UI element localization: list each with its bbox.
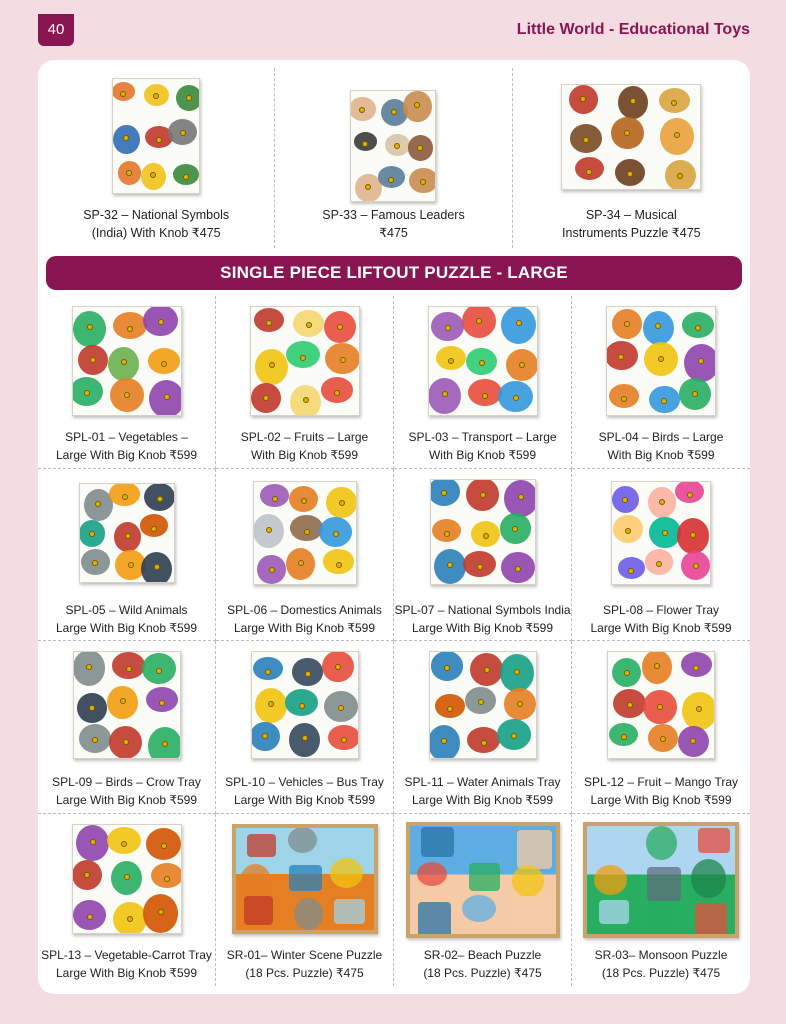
product-caption — [216, 428, 393, 464]
puzzle-piece-shape — [514, 896, 549, 928]
product-card[interactable] — [216, 296, 394, 469]
knob-icon — [335, 664, 341, 670]
knob-icon — [339, 500, 345, 506]
knob-icon — [121, 841, 127, 847]
knob-icon — [417, 145, 423, 151]
product-image — [250, 306, 360, 416]
knob-icon — [92, 560, 98, 566]
knob-icon — [156, 137, 162, 143]
knob-icon — [445, 325, 451, 331]
product-card[interactable] — [572, 296, 750, 469]
knob-icon — [441, 738, 447, 744]
knob-icon — [156, 668, 162, 674]
knob-icon — [180, 130, 186, 136]
knob-icon — [657, 704, 663, 710]
knob-icon — [266, 320, 272, 326]
puzzle-piece-shape — [240, 864, 271, 898]
knob-icon — [304, 529, 310, 535]
product-image — [611, 481, 711, 585]
product-name: SPL-02 – Fruits – Large — [240, 430, 369, 444]
puzzle-piece-shape — [647, 867, 681, 901]
knob-icon — [121, 359, 127, 365]
product-card[interactable] — [216, 469, 394, 642]
product-card[interactable] — [394, 296, 572, 469]
knob-icon — [519, 362, 525, 368]
knob-icon — [334, 390, 340, 396]
knob-icon — [624, 321, 630, 327]
knob-icon — [677, 173, 683, 179]
product-image — [406, 822, 560, 938]
knob-icon — [621, 396, 627, 402]
product-card[interactable] — [275, 68, 512, 248]
knob-icon — [687, 492, 693, 498]
knob-icon — [265, 669, 271, 675]
knob-icon — [300, 355, 306, 361]
knob-icon — [420, 179, 426, 185]
knob-icon — [482, 393, 488, 399]
product-caption — [216, 946, 393, 982]
product-caption — [394, 601, 571, 637]
product-name: SPL-07 – National Symbols India — [394, 602, 571, 617]
product-card[interactable] — [394, 814, 572, 987]
knob-icon — [661, 398, 667, 404]
product-caption — [38, 206, 274, 242]
product-caption — [394, 773, 571, 809]
knob-icon — [659, 499, 665, 505]
puzzle-piece-shape — [599, 900, 629, 924]
knob-icon — [298, 560, 304, 566]
knob-icon — [262, 733, 268, 739]
product-price: Large With Big Knob ₹599 — [411, 793, 554, 807]
knob-icon — [161, 843, 167, 849]
product-image — [430, 479, 536, 585]
puzzle-piece-shape — [593, 825, 623, 855]
product-price: With Big Knob ₹599 — [607, 448, 715, 462]
top-products-row — [38, 68, 750, 248]
knob-icon — [484, 667, 490, 673]
product-image — [251, 651, 359, 759]
product-name: SPL-05 – Wild Animals — [65, 602, 188, 617]
product-card[interactable] — [38, 641, 216, 814]
product-price: Large With Big Knob ₹599 — [411, 620, 554, 635]
knob-icon — [514, 669, 520, 675]
knob-icon — [299, 703, 305, 709]
knob-icon — [447, 562, 453, 568]
knob-icon — [305, 671, 311, 677]
product-caption — [394, 428, 571, 464]
product-caption — [216, 601, 393, 637]
knob-icon — [340, 357, 346, 363]
puzzle-piece-shape — [695, 903, 727, 935]
product-price: (India) With Knob ₹475 — [91, 226, 221, 240]
knob-icon — [656, 561, 662, 567]
puzzle-piece-shape — [289, 865, 321, 891]
knob-icon — [448, 358, 454, 364]
product-price: Instruments Puzzle ₹475 — [562, 226, 701, 240]
knob-icon — [658, 356, 664, 362]
knob-icon — [479, 360, 485, 366]
product-name: SPL-10 – Vehicles – Bus Tray — [225, 775, 384, 789]
product-name: SPL-11 – Water Animals Tray — [404, 775, 561, 789]
knob-icon — [303, 397, 309, 403]
product-price: (18 Pcs. Puzzle) ₹475 — [601, 965, 721, 980]
puzzle-piece-shape — [244, 896, 272, 924]
puzzle-piece-shape — [698, 828, 730, 854]
product-image — [79, 483, 175, 583]
product-card[interactable] — [513, 68, 750, 248]
product-image — [607, 651, 715, 759]
catalog-card — [38, 60, 750, 994]
product-name: SPL-04 – Birds – Large — [598, 430, 724, 444]
product-price: Large With Big Knob ₹599 — [55, 448, 198, 462]
knob-icon — [269, 362, 275, 368]
knob-icon — [618, 354, 624, 360]
knob-icon — [365, 184, 371, 190]
product-caption — [513, 206, 750, 242]
product-image — [583, 822, 739, 938]
knob-icon — [126, 666, 132, 672]
knob-icon — [394, 143, 400, 149]
puzzle-piece-shape — [337, 828, 367, 858]
product-name: SP-34 – Musical — [585, 208, 677, 222]
knob-icon — [583, 137, 589, 143]
puzzle-piece-shape — [691, 859, 726, 898]
product-image — [72, 824, 182, 934]
knob-icon — [447, 706, 453, 712]
puzzle-piece-shape — [643, 901, 674, 929]
knob-icon — [518, 494, 524, 500]
knob-icon — [150, 172, 156, 178]
product-image — [232, 824, 378, 934]
puzzle-piece-shape — [469, 863, 500, 891]
product-card[interactable] — [38, 469, 216, 642]
product-image — [561, 84, 701, 190]
brand-title: Little World - Educational Toys — [516, 21, 750, 38]
product-name: SR-03– Monsoon Puzzle — [594, 947, 728, 962]
knob-icon — [263, 395, 269, 401]
knob-icon — [483, 533, 489, 539]
product-caption — [275, 206, 511, 242]
puzzle-piece-shape — [288, 827, 317, 853]
product-image — [350, 90, 436, 202]
puzzle-piece-shape — [294, 898, 323, 930]
knob-icon — [95, 501, 101, 507]
puzzle-piece-shape — [462, 895, 496, 922]
product-name: SPL-06 – Domestics Animals — [227, 602, 382, 617]
product-card[interactable] — [38, 296, 216, 469]
product-price: Large With Big Knob ₹599 — [590, 620, 732, 635]
product-name: SPL-08 – Flower Tray — [602, 602, 720, 617]
product-card[interactable] — [394, 469, 572, 642]
knob-icon — [164, 394, 170, 400]
product-price: Large With Big Knob ₹599 — [233, 620, 376, 635]
knob-icon — [89, 705, 95, 711]
product-name: SPL-03 – Transport – Large — [408, 430, 557, 444]
product-grid — [38, 296, 750, 986]
knob-icon — [621, 734, 627, 740]
knob-icon — [158, 319, 164, 325]
section-banner: SINGLE PIECE LIFTOUT PUZZLE - LARGE — [46, 256, 742, 290]
product-card[interactable] — [216, 814, 394, 987]
page-number: 40 — [38, 14, 74, 46]
knob-icon — [124, 392, 130, 398]
product-name: SPL-01 – Vegetables – — [65, 430, 188, 444]
product-price: (18 Pcs. Puzzle) ₹475 — [423, 965, 542, 980]
product-price: Large With Big Knob ₹599 — [55, 620, 198, 635]
product-image — [73, 651, 181, 759]
knob-icon — [87, 914, 93, 920]
product-name: SR-02– Beach Puzzle — [423, 947, 542, 962]
knob-icon — [272, 496, 278, 502]
puzzle-piece-shape — [465, 829, 499, 863]
knob-icon — [624, 670, 630, 676]
puzzle-piece-shape — [421, 827, 454, 857]
knob-icon — [477, 564, 483, 570]
puzzle-piece-shape — [517, 830, 552, 869]
knob-icon — [84, 872, 90, 878]
product-caption — [38, 773, 215, 809]
knob-icon — [153, 93, 159, 99]
knob-icon — [624, 130, 630, 136]
product-card[interactable] — [394, 641, 572, 814]
knob-icon — [125, 533, 131, 539]
knob-icon — [89, 531, 95, 537]
knob-icon — [654, 663, 660, 669]
product-name: SR-01– Winter Scene Puzzle — [226, 947, 383, 962]
knob-icon — [301, 498, 307, 504]
knob-icon — [124, 874, 130, 880]
product-card[interactable] — [216, 641, 394, 814]
knob-icon — [268, 701, 274, 707]
knob-icon — [516, 320, 522, 326]
knob-icon — [127, 326, 133, 332]
knob-icon — [690, 532, 696, 538]
product-price: (18 Pcs. Puzzle) ₹475 — [245, 965, 364, 980]
product-name: SPL-09 – Birds – Crow Tray — [52, 775, 201, 789]
knob-icon — [86, 664, 92, 670]
puzzle-piece-shape — [594, 865, 627, 895]
knob-icon — [362, 141, 368, 147]
knob-icon — [183, 174, 189, 180]
product-image — [428, 306, 538, 416]
knob-icon — [674, 132, 680, 138]
product-image — [606, 306, 716, 416]
knob-icon — [627, 702, 633, 708]
knob-icon — [586, 169, 592, 175]
knob-icon — [269, 567, 275, 573]
puzzle-piece-shape — [512, 865, 544, 897]
product-name: SP-32 – National Symbols — [83, 208, 230, 222]
knob-icon — [512, 526, 518, 532]
product-caption — [572, 773, 750, 809]
product-price: Large With Big Knob ₹599 — [590, 793, 732, 807]
product-name: SPL-13 – Vegetable-Carrot Tray — [41, 947, 212, 962]
knob-icon — [337, 324, 343, 330]
knob-icon — [306, 322, 312, 328]
product-price: Large With Big Knob ₹599 — [233, 793, 376, 807]
product-caption — [38, 601, 215, 637]
product-card[interactable] — [572, 641, 750, 814]
puzzle-piece-shape — [247, 834, 275, 857]
knob-icon — [158, 909, 164, 915]
knob-icon — [627, 171, 633, 177]
knob-icon — [698, 358, 704, 364]
product-name: SP-33 – Famous Leaders — [322, 208, 465, 222]
knob-icon — [90, 839, 96, 845]
knob-icon — [692, 391, 698, 397]
puzzle-piece-shape — [646, 826, 677, 860]
knob-icon — [476, 318, 482, 324]
product-price: ₹475 — [379, 226, 408, 240]
product-card[interactable] — [572, 814, 750, 987]
knob-icon — [442, 391, 448, 397]
puzzle-piece-shape — [418, 902, 451, 938]
knob-icon — [655, 323, 661, 329]
knob-icon — [120, 698, 126, 704]
product-caption — [216, 773, 393, 809]
knob-icon — [161, 361, 167, 367]
knob-icon — [693, 665, 699, 671]
product-price: With Big Knob ₹599 — [428, 448, 537, 462]
product-card[interactable] — [572, 469, 750, 642]
knob-icon — [444, 665, 450, 671]
product-price: Large With Big Knob ₹599 — [55, 965, 198, 980]
product-image — [112, 78, 200, 194]
puzzle-piece-shape — [330, 858, 363, 888]
product-image — [253, 481, 357, 585]
product-caption — [394, 946, 571, 982]
product-card[interactable] — [38, 68, 275, 248]
knob-icon — [154, 564, 160, 570]
product-caption — [38, 428, 215, 464]
product-price: Large With Big Knob ₹599 — [55, 793, 198, 807]
product-image — [72, 306, 182, 416]
knob-icon — [92, 737, 98, 743]
knob-icon — [90, 357, 96, 363]
product-price: With Big Knob ₹599 — [250, 448, 359, 462]
knob-icon — [127, 916, 133, 922]
knob-icon — [513, 395, 519, 401]
product-caption — [572, 428, 750, 464]
knob-icon — [693, 563, 699, 569]
knob-icon — [336, 562, 342, 568]
knob-icon — [333, 531, 339, 537]
product-name: SPL-12 – Fruit – Mango Tray — [583, 775, 739, 789]
knob-icon — [164, 876, 170, 882]
product-card[interactable] — [38, 814, 216, 987]
puzzle-piece-shape — [334, 899, 364, 923]
knob-icon — [478, 699, 484, 705]
knob-icon — [695, 325, 701, 331]
product-caption — [572, 946, 750, 982]
knob-icon — [186, 95, 192, 101]
knob-icon — [128, 562, 134, 568]
puzzle-piece-shape — [417, 862, 447, 886]
product-caption — [572, 601, 750, 637]
knob-icon — [87, 324, 93, 330]
knob-icon — [662, 530, 668, 536]
knob-icon — [84, 390, 90, 396]
knob-icon — [515, 566, 521, 572]
knob-icon — [388, 177, 394, 183]
knob-icon — [266, 527, 272, 533]
product-image — [429, 651, 537, 759]
product-caption — [38, 946, 215, 982]
